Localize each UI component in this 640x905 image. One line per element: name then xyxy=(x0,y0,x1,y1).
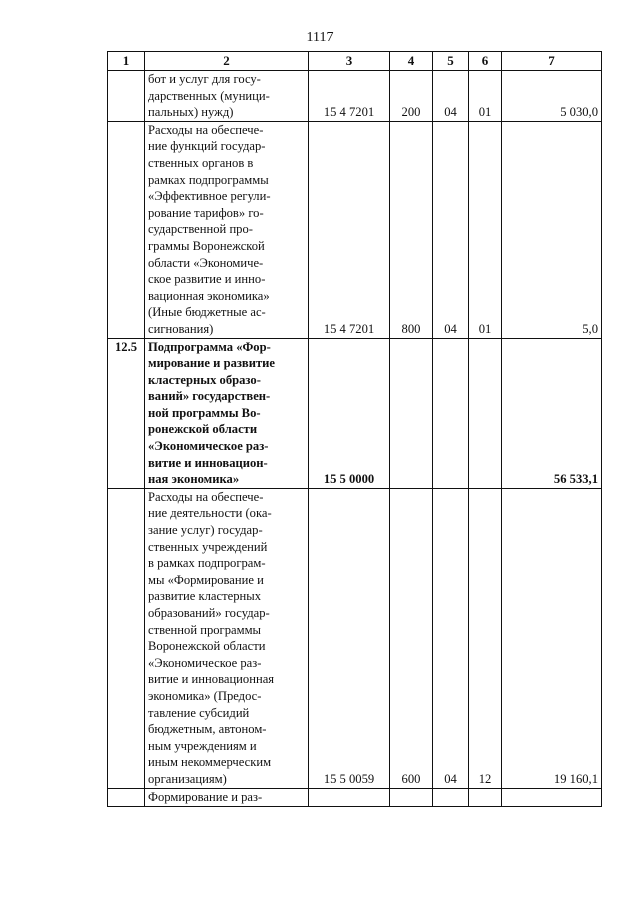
header-col-3: 3 xyxy=(309,52,390,71)
row-amount: 5,0 xyxy=(502,121,602,338)
header-col-5: 5 xyxy=(433,52,469,71)
table-row xyxy=(108,488,602,788)
table-row xyxy=(108,71,602,122)
header-col-2: 2 xyxy=(145,52,309,71)
row-expense-type: 600 xyxy=(390,488,433,788)
row-number xyxy=(108,788,145,806)
header-col-6: 6 xyxy=(469,52,502,71)
row-name: Формирование и раз- xyxy=(145,788,309,806)
row-target-code: 15 4 7201 xyxy=(309,71,390,122)
row-amount: 5 030,0 xyxy=(502,71,602,122)
row-name: Расходы на обеспече- ние деятельности (ока- зание услуг) государ- ственных учреждений в рамках подпрограм- мы «Формирование и развитие кластерных образований» государ- ственной программы Воронежской области «Экономическое раз- витие и инновационная экономика» (Предос- тавление субсидий бюджетным, автоном- ным учреждениям и иным некоммерческим организациям) xyxy=(145,488,309,788)
row-subsection: 12 xyxy=(469,488,502,788)
row-number: 12.5 xyxy=(108,338,145,488)
row-number xyxy=(108,488,145,788)
row-name: бот и услуг для госу- дарственных (муници- пальных) нужд) xyxy=(145,71,309,122)
table-row xyxy=(108,338,602,488)
row-target-code: 15 4 7201 xyxy=(309,121,390,338)
row-amount: 19 160,1 xyxy=(502,488,602,788)
row-target-code: 15 5 0059 xyxy=(309,488,390,788)
row-name: Расходы на обеспече- ние функций государ- ственных органов в рамках подпрограммы «Эффективное регули- рование тарифов» го- сударственной про- граммы Воронежской области «Экономиче- ское развитие и инно- вационная экономика» (Иные бюджетные ас- сигнования) xyxy=(145,121,309,338)
row-expense-type xyxy=(390,338,433,488)
header-col-7: 7 xyxy=(502,52,602,71)
row-section: 04 xyxy=(433,71,469,122)
header-col-1: 1 xyxy=(108,52,145,71)
row-amount xyxy=(502,788,602,806)
header-col-4: 4 xyxy=(390,52,433,71)
row-subsection xyxy=(469,338,502,488)
row-section: 04 xyxy=(433,488,469,788)
row-amount: 56 533,1 xyxy=(502,338,602,488)
row-number xyxy=(108,121,145,338)
budget-table xyxy=(107,51,602,807)
row-section xyxy=(433,338,469,488)
row-expense-type xyxy=(390,788,433,806)
row-section: 04 xyxy=(433,121,469,338)
header-row xyxy=(108,52,602,71)
row-target-code: 15 5 0000 xyxy=(309,338,390,488)
table-row xyxy=(108,788,602,806)
row-section xyxy=(433,788,469,806)
row-number xyxy=(108,71,145,122)
row-subsection xyxy=(469,788,502,806)
page-number: 1117 xyxy=(306,30,334,45)
row-expense-type: 800 xyxy=(390,121,433,338)
row-subsection: 01 xyxy=(469,71,502,122)
row-subsection: 01 xyxy=(469,121,502,338)
row-target-code xyxy=(309,788,390,806)
row-expense-type: 200 xyxy=(390,71,433,122)
table-row xyxy=(108,121,602,338)
row-name: Подпрограмма «Фор- мирование и развитие кластерных образо- ваний» государствен- ной программы Во- ронежской области «Экономическое раз- витие и инновацион- ная экономика» xyxy=(145,338,309,488)
